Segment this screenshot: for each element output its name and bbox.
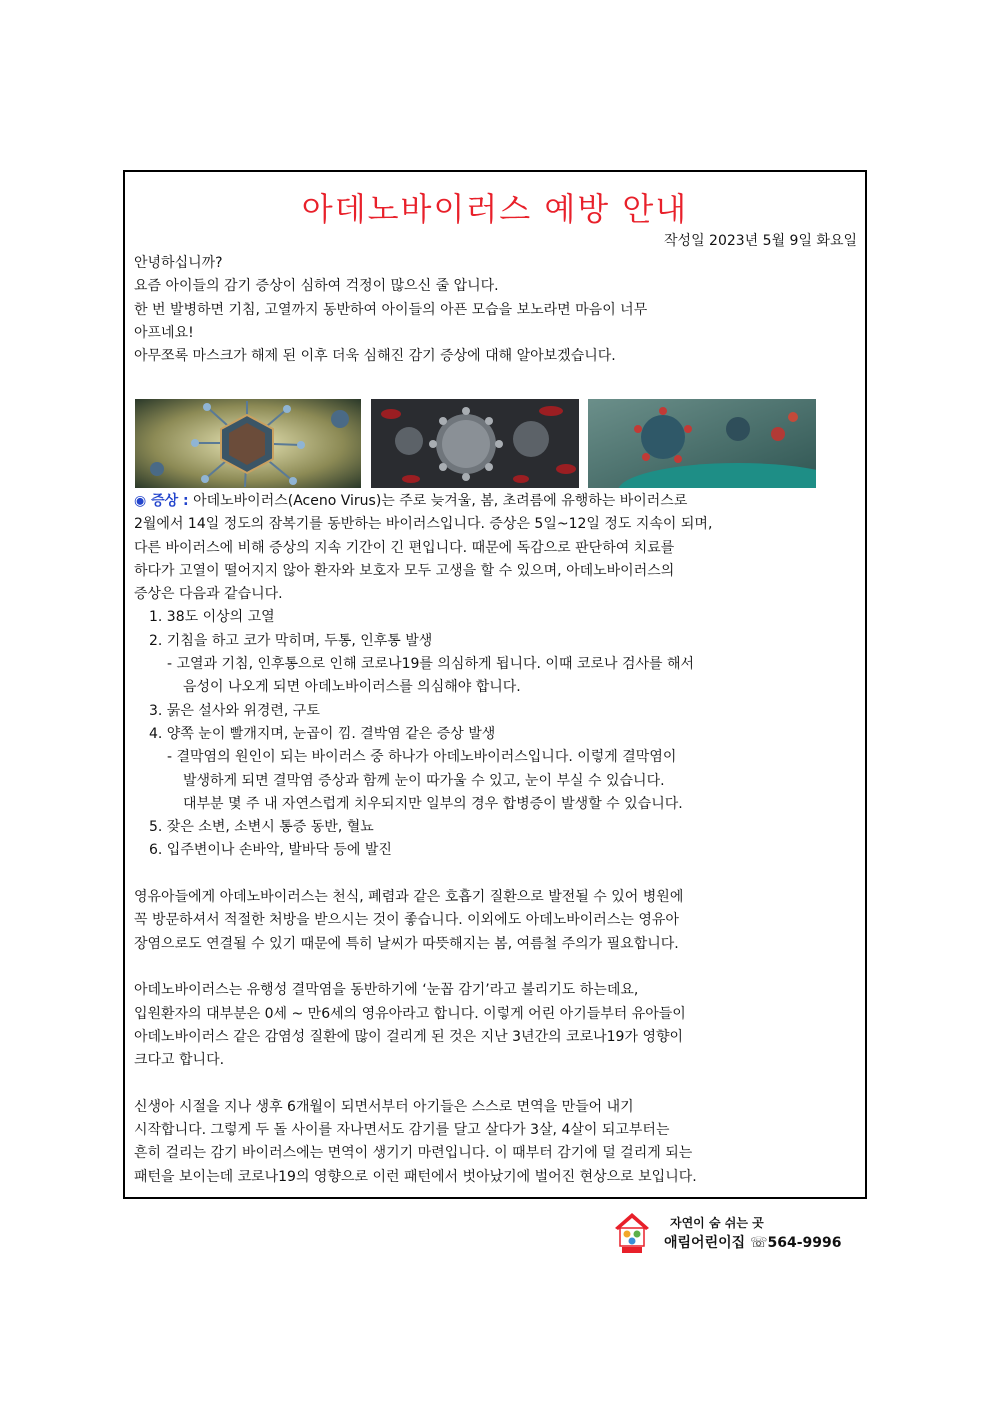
symptoms-line: 하다가 고열이 떨어지지 않아 환자와 보호자 모두 고생을 할 수 있으며, 아데노바이러스의 <box>134 562 675 579</box>
list-item: - 결막염의 원인이 되는 바이러스 중 하나가 아데노바이러스입니다. 이렇게 결막염이 <box>167 749 677 766</box>
list-item: - 고열과 기침, 인후통으로 인해 코로나19를 의심하게 됩니다. 이때 코로나 검사를 해서 <box>167 656 695 673</box>
virus-image-2 <box>371 399 579 488</box>
paragraph-1-line: 영유아들에게 아데노바이러스는 천식, 폐렴과 같은 호흡기 질환으로 발전될 수 있어 병원에 <box>134 889 684 906</box>
list-item: 대부분 몇 주 내 자연스럽게 치우되지만 일부의 경우 합병증이 발생할 수 있습니다. <box>183 795 683 812</box>
date-line: 작성일 2023년 5월 9일 화요일 <box>664 233 857 249</box>
intro-text <box>134 252 860 368</box>
paragraph-1-line: 꼭 방문하셔서 적절한 처방을 받으시는 것이 좋습니다. 이외에도 아데노바이러스는 영유아 <box>134 912 679 929</box>
paragraph-2-line: 아데노바이러스 같은 감염성 질환에 많이 걸리게 된 것은 지난 3년간의 코로나19가 영향이 <box>134 1028 684 1045</box>
symptoms-line: 다른 바이러스에 비해 증상의 지속 기간이 긴 편입니다. 때문에 독감으로 판단하여 치료를 <box>134 539 675 556</box>
page-title: 아데노바이러스 예방 안내 <box>301 190 689 228</box>
intro-line: 요즘 아이들의 감기 증상이 심하여 걱정이 많으신 줄 압니다. <box>134 278 499 295</box>
symptoms-first-line: 아데노바이러스(Aceno Virus)는 주로 늦겨울, 봄, 초려름에 유행하는 바이러스로 <box>188 493 688 509</box>
list-item: 1. 38도 이상의 고열 <box>149 609 275 626</box>
list-item: 2. 기침을 하고 코가 막히며, 두통, 인후통 발생 <box>149 632 433 649</box>
paragraph-2-line: 입원환자의 대부분은 0세 ~ 만6세의 영유아라고 합니다. 이렇게 어린 아기들부터 유아들이 <box>134 1005 686 1022</box>
footer-slogan: 자연이 숨 쉬는 곳 <box>670 1216 764 1230</box>
intro-line: 아무쪼록 마스크가 해제 된 이후 더욱 심해진 감기 증상에 대해 알아보겠습니다. <box>134 348 616 365</box>
symptoms-line: 2월에서 14일 정도의 잠복기를 동반하는 바이러스입니다. 증상은 5일~12일 정도 지속이 되며, <box>134 516 713 533</box>
list-item: 음성이 나오게 되면 아데노바이러스를 의심해야 합니다. <box>183 679 521 696</box>
paragraph-1-line: 장염으로도 연결될 수 있기 때문에 특히 날씨가 따뜻해지는 봄, 여름철 주의가 필요합니다. <box>134 935 679 952</box>
symptoms-line: 증상은 다음과 같습니다. <box>134 586 283 603</box>
paragraph-3-line: 시작합니다. 그렇게 두 돌 사이를 자나면서도 감기를 달고 살다가 3살, 4살이 되고부터는 <box>134 1122 670 1139</box>
symptoms-section <box>134 490 862 1189</box>
list-item: 6. 입주변이나 손바악, 발바닥 등에 발진 <box>149 842 392 859</box>
list-item: 4. 양쪽 눈이 빨개지며, 눈곱이 낌. 결박염 같은 증상 발생 <box>149 725 496 742</box>
list-item: 발생하게 되면 결막염 증상과 함께 눈이 따가울 수 있고, 눈이 부실 수 있습니다. <box>183 772 665 789</box>
paragraph-2-line: 크다고 합니다. <box>134 1052 225 1069</box>
notice-frame <box>123 170 867 1199</box>
paragraph-2-line: 아데노바이러스는 유행성 결막염을 동반하기에 ‘눈꼽 감기’라고 불리기도 하는데요, <box>134 982 639 999</box>
paragraph-3-line: 신생아 시절을 지나 생후 6개월이 되면서부터 아기들은 스스로 면역을 만들어 내기 <box>134 1098 634 1115</box>
paragraph-3-line: 패턴을 보이는데 코로나19의 영향으로 이런 패턴에서 벗아났기에 벌어진 현상으로 보입니다. <box>134 1168 697 1185</box>
virus-image-3 <box>588 399 816 488</box>
intro-line: 아프네요! <box>134 324 194 341</box>
intro-line: 안녕하십니까? <box>134 255 223 271</box>
house-logo-icon <box>612 1210 652 1258</box>
symptoms-heading: ◉ 증상 : <box>134 493 189 509</box>
virus-image-1 <box>135 399 361 488</box>
intro-line: 한 번 발병하면 기침, 고열까지 동반하여 아이들의 아픈 모습을 보노라면 마음이 너무 <box>134 301 648 318</box>
virus-image-strip <box>135 399 825 488</box>
list-item: 5. 잦은 소변, 소변시 통증 동반, 혈뇨 <box>149 819 374 836</box>
paragraph-3-line: 흔히 걸리는 감기 바이러스에는 면역이 생기기 마련입니다. 이 때부터 감기에 덜 걸리게 되는 <box>134 1145 693 1162</box>
list-item: 3. 묽은 설사와 위경련, 구토 <box>149 702 320 719</box>
footer-brand <box>612 1210 872 1254</box>
footer-name-phone: 애림어린이집 ☏564-9996 <box>664 1235 842 1251</box>
